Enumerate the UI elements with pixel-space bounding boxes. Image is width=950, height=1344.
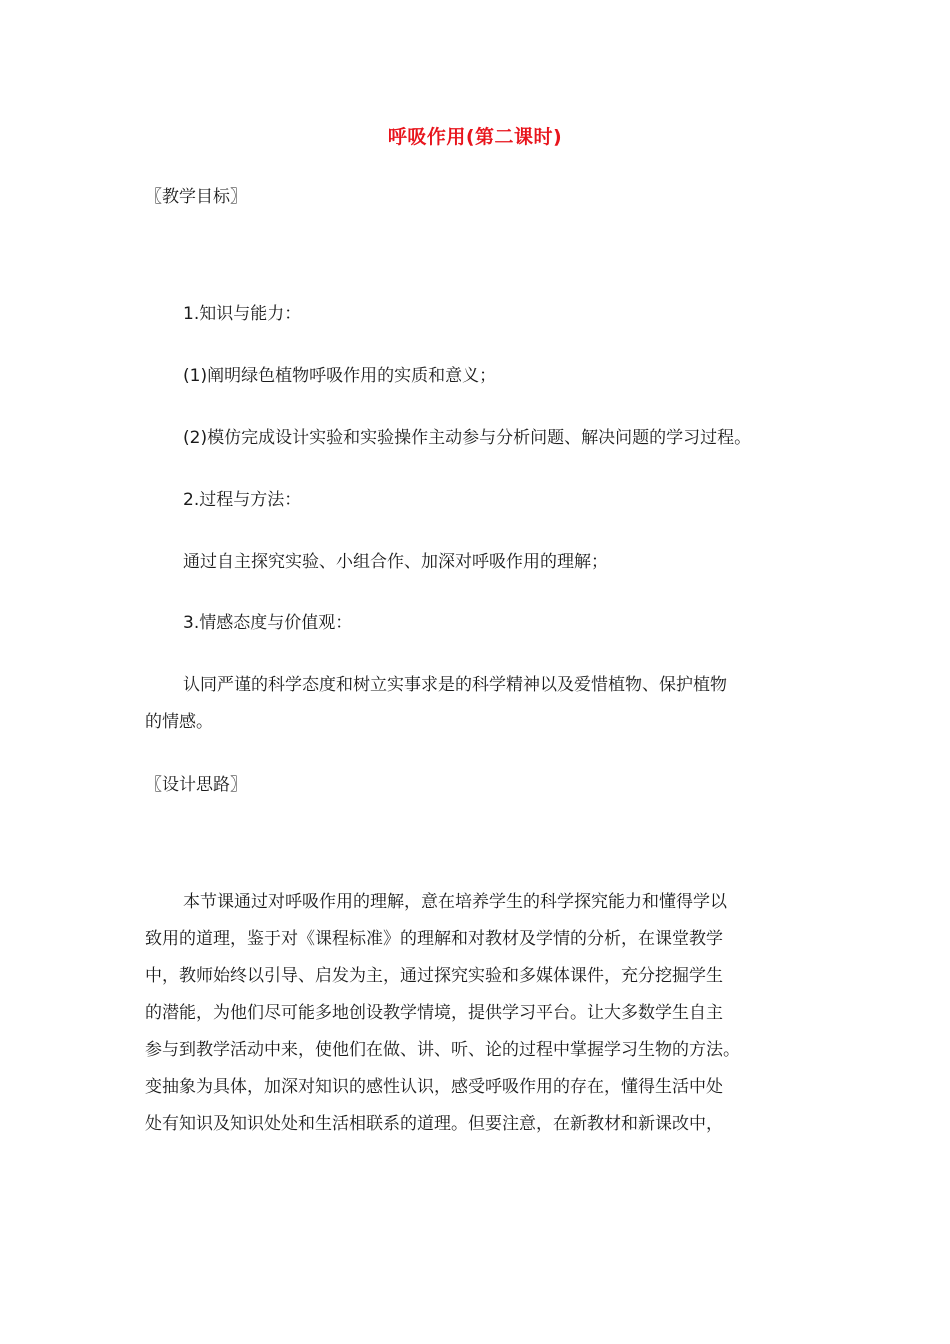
paragraph-line: 的潜能，为他们尽可能多地创设教学情境，提供学习平台。让大多数学生自主 [145,1003,723,1023]
design-heading: 〖设计思路〗 [145,775,247,795]
emotion-heading: 3.情感态度与价值观： [183,613,353,633]
knowledge-item-1: (1)阐明绿色植物呼吸作用的实质和意义； [183,366,497,386]
process-text: 通过自主探究实验、小组合作、加深对呼吸作用的理解； [183,552,608,572]
design-paragraph [145,884,815,1143]
knowledge-heading: 1.知识与能力： [183,304,302,324]
objectives-heading: 〖教学目标〗 [145,187,247,207]
paragraph-line: 变抽象为具体，加深对知识的感性认识，感受呼吸作用的存在，懂得生活中处 [145,1077,723,1097]
paragraph-line: 本节课通过对呼吸作用的理解，意在培养学生的科学探究能力和懂得学以 [183,892,727,912]
paragraph-line: 的情感。 [145,712,213,732]
paragraph-line: 处有知识及知识处处和生活相联系的道理。但要注意，在新教材和新课改中， [145,1114,723,1134]
paragraph-line: 参与到教学活动中来，使他们在做、讲、听、论的过程中掌握学习生物的方法。 [145,1040,740,1060]
paragraph-line: 认同严谨的科学态度和树立实事求是的科学精神以及爱惜植物、保护植物 [183,675,727,695]
paragraph-line: 中，教师始终以引导、启发为主，通过探究实验和多媒体课件，充分挖掘学生 [145,966,723,986]
document-title: 呼吸作用(第二课时) [387,126,563,148]
emotion-paragraph [145,667,815,741]
process-heading: 2.过程与方法： [183,490,302,510]
knowledge-item-2: (2)模仿完成设计实验和实验操作主动参与分析问题、解决问题的学习过程。 [183,428,752,448]
paragraph-line: 致用的道理，鉴于对《课程标准》的理解和对教材及学情的分析，在课堂教学 [145,929,723,949]
